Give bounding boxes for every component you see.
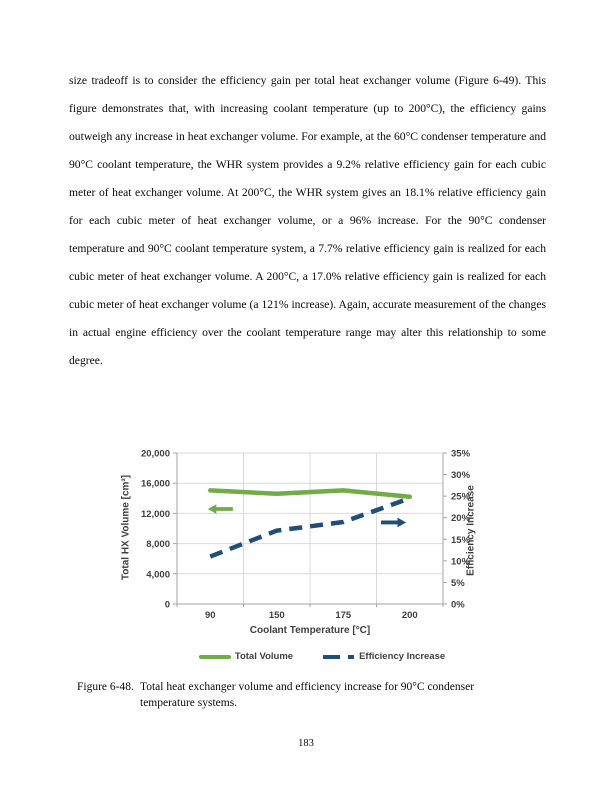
left-axis-arrow [208,504,233,514]
figure-caption [77,680,547,711]
left-axis-title: Total HX Volume [cm³] [120,474,132,581]
right-axis-title: Efficiency Increase [465,485,477,576]
legend-item-efficiency-increase [323,651,445,662]
efficiency-increase-dash-swatch [323,655,340,659]
efficiency-increase-dash-swatch-small [348,655,354,659]
left-axis-tick-label: 16,000 [140,478,170,490]
right-axis-tick-label: 10% [451,556,471,568]
figure-caption-text: Total heat exchanger volume and efficiency increase for 90°C condenser temperature systems. [140,681,475,709]
chart-plot-area [115,440,515,675]
x-axis-tick-label: 175 [335,610,352,621]
x-axis-title: Coolant Temperature [°C] [249,625,371,636]
right-axis-tick-label: 20% [451,513,471,525]
legend-label-efficiency-increase: Efficiency Increase [359,651,446,662]
left-axis-tick-label: 20,000 [140,448,170,460]
figure-6-48-chart [115,440,515,675]
x-axis-tick-label: 150 [268,610,285,621]
legend-label-total-volume: Total Volume [234,651,294,662]
right-axis-tick-label: 25% [451,491,471,503]
right-axis-tick-label: 15% [451,534,471,546]
right-axis-arrow [381,518,406,528]
total-volume-line-swatch [199,655,231,659]
right-axis-tick-label: 30% [451,470,471,482]
figure-caption-label: Figure 6-48. [77,681,134,693]
left-axis-tick-label: 4,000 [146,569,170,581]
chart-legend [115,651,515,662]
right-axis-tick-label: 5% [451,577,465,589]
left-axis-tick-label: 8,000 [146,539,170,551]
x-axis-tick-label: 200 [401,610,418,621]
page-number: 183 [298,738,314,749]
left-axis-tick-label: 12,000 [140,508,170,520]
legend-item-total-volume [199,651,293,662]
right-axis-tick-label: 35% [451,448,471,460]
x-axis-tick-label: 90 [204,610,216,621]
body-paragraph: size tradeoff is to consider the efficiency gain per total heat exchanger volume (Figure 6-49). This figure demonstrates that, with increasing coolant temperature (up to 200°C), the efficiency gains outweigh any increase in heat exchanger volume. For example, at the 60°C condenser temperature and 90°C coolant temperature, the WHR system provides a 9.2% relative efficiency gain for each cubic meter of heat exchanger volume. At 200°C, the WHR system gives an 18.1% relative efficiency gain for each cubic meter of heat exchanger volume, or a 96% increase. For the 90°C condenser temperature and 90°C coolant temperature system, a 7.7% relative efficiency gain is realized for each cubic meter of heat exchanger volume. A 200°C, a 17.0% relative efficiency gain is realized for each cubic meter of heat exchanger volume (a 121% increase). Again, accurate measurement of the changes in actual engine efficiency over the coolant temperature range may alter this relationship to some degree. [69,74,546,367]
left-axis-tick-label: 0 [164,599,170,611]
right-axis-tick-label: 0% [451,599,465,611]
